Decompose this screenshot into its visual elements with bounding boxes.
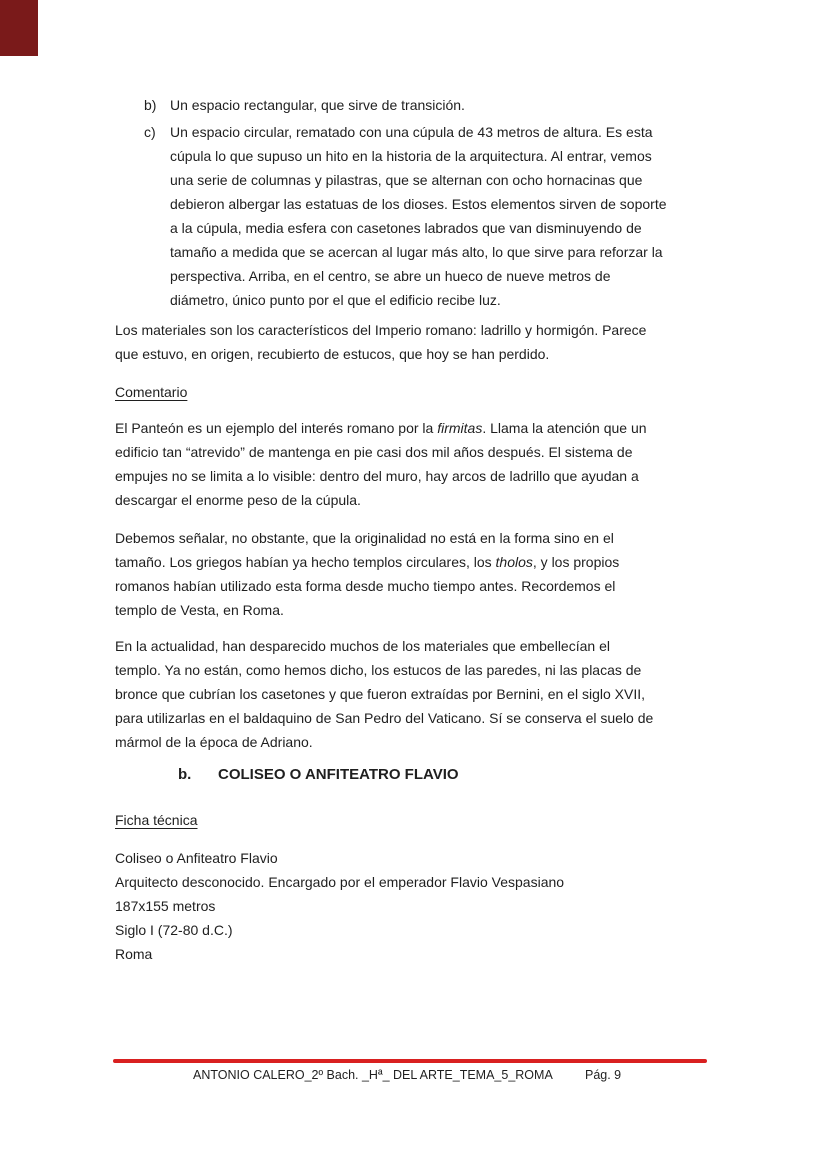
heading-coliseo [178, 763, 459, 787]
ficha-tecnica-list [115, 846, 715, 966]
text-line: Siglo I (72-80 d.C.) [115, 922, 233, 938]
heading-comentario: Comentario [115, 384, 188, 400]
text-line: Un espacio rectangular, que sirve de transición. [170, 97, 465, 113]
footer-rule [113, 1059, 707, 1063]
paragraph-materiales [115, 318, 715, 366]
text-line: a la cúpula, media esfera con casetones labrados que van disminuyendo de [170, 220, 642, 236]
text-line: diámetro, único punto por el que el edificio recibe luz. [170, 292, 501, 308]
heading-ficha-tecnica: Ficha técnica [115, 812, 198, 828]
text-line: El Panteón es un ejemplo del interés romano por la firmitas. Llama la atención que un [115, 420, 647, 436]
heading-coliseo-title: COLISEO O ANFITEATRO FLAVIO [218, 766, 459, 783]
text-line: descargar el enorme peso de la cúpula. [115, 492, 361, 508]
list-item-c-text [170, 120, 716, 312]
text-line: En la actualidad, han desparecido muchos de los materiales que embellecían el [115, 638, 610, 654]
list-item-b [144, 93, 716, 117]
text-line: bronce que cubrían los casetones y que fueron extraídas por Bernini, en el siglo XVII, [115, 686, 645, 702]
list-item-b-text [170, 93, 716, 117]
text-line: Roma [115, 946, 153, 962]
text-line: una serie de columnas y pilastras, que se alternan con ocho hornacinas que [170, 172, 643, 188]
text-line: para utilizarlas en el baldaquino de San Pedro del Vaticano. Sí se conserva el suelo de [115, 710, 654, 726]
text-line: debieron albergar las estatuas de los dioses. Estos elementos sirven de soporte [170, 196, 667, 212]
paragraph-panteon [115, 416, 715, 512]
text-line: Coliseo o Anfiteatro Flavio [115, 850, 278, 866]
text-line: romanos habían utilizado esta forma desde mucho tiempo antes. Recordemos el [115, 578, 616, 594]
text-line: edificio tan “atrevido” de mantenga en pie casi dos mil años después. El sistema de [115, 444, 633, 460]
text-line: que estuvo, en origen, recubierto de estucos, que hoy se han perdido. [115, 346, 550, 362]
list-marker-c: c) [144, 124, 156, 140]
text-line: cúpula lo que supuso un hito en la historia de la arquitectura. Al entrar, vemos [170, 148, 652, 164]
text-line: templo de Vesta, en Roma. [115, 602, 284, 618]
text-line: Un espacio circular, rematado con una cúpula de 43 metros de altura. Es esta [170, 124, 653, 140]
footer-author: ANTONIO CALERO_2º Bach. _Hª_ DEL ARTE_TEMA_5_ROMA [193, 1068, 553, 1082]
text-line: Debemos señalar, no obstante, que la originalidad no está en la forma sino en el [115, 530, 614, 546]
list-item-c [144, 120, 716, 312]
page-footer [0, 1066, 828, 1086]
text-line: tamaño. Los griegos habían ya hecho templos circulares, los tholos, y los propios [115, 554, 620, 570]
paragraph-debemos [115, 526, 715, 622]
text-line: tamaño a medida que se acercan al lugar más alto, lo que sirve para reforzar la [170, 244, 663, 260]
text-line: templo. Ya no están, como hemos dicho, los estucos de las paredes, ni las placas de [115, 662, 642, 678]
text-line: 187x155 metros [115, 898, 216, 914]
footer-page-number: Pág. 9 [585, 1068, 622, 1082]
text-line: mármol de la época de Adriano. [115, 734, 313, 750]
corner-marker [0, 0, 38, 56]
text-line: perspectiva. Arriba, en el centro, se abre un hueco de nueve metros de [170, 268, 611, 284]
text-line: Los materiales son los característicos del Imperio romano: ladrillo y hormigón. Parece [115, 322, 647, 338]
heading-coliseo-marker: b. [178, 766, 192, 783]
text-line: empujes no se limita a lo visible: dentro del muro, hay arcos de ladrillo que ayudan a [115, 468, 639, 484]
text-line: Arquitecto desconocido. Encargado por el emperador Flavio Vespasiano [115, 874, 565, 890]
list-marker-b: b) [144, 97, 157, 113]
paragraph-actualidad [115, 634, 715, 754]
